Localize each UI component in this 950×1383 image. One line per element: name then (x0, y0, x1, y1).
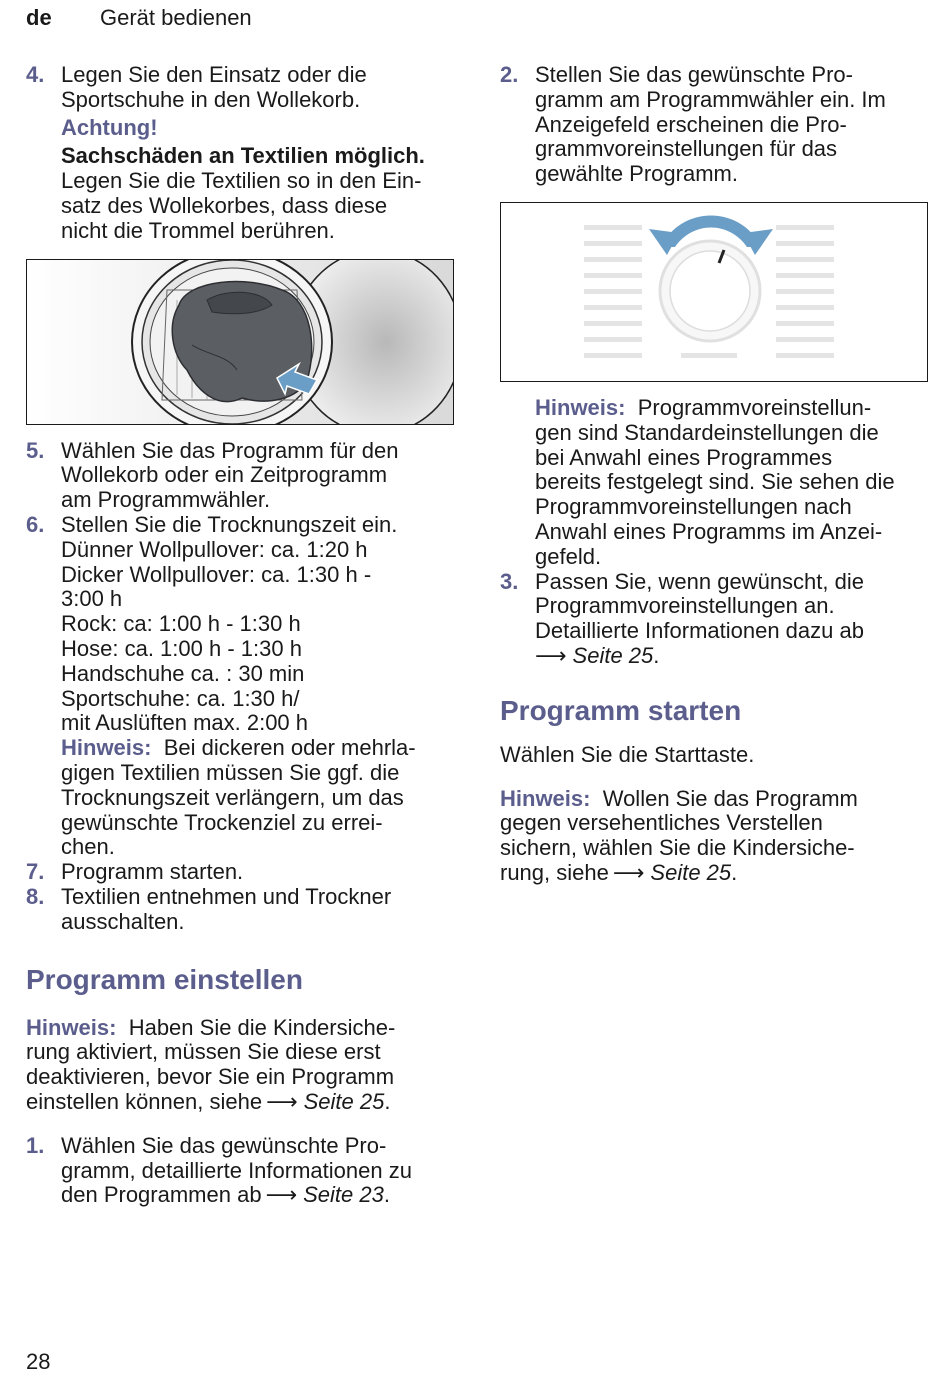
step-number: 6. (26, 511, 45, 537)
note-label: Hinweis: (500, 785, 591, 811)
step-7: 7. Programm starten. (26, 859, 244, 885)
section-heading-programm-einstellen: Programm einstellen (26, 963, 303, 995)
step-1: 1. Wählen Sie das gewünschte Pro- gramm, detaillierte Informationen zu den Programmen ab ⟶ Seite 23. (26, 1132, 412, 1208)
step-2: 2. Stellen Sie das gewünschte Pro- gramm am Programmwähler ein. Im Anzeigefeld erscheinen die Pro- grammvoreinstellungen für das gewählte Programm. (500, 62, 886, 187)
page-reference-link[interactable]: Seite 25 (650, 859, 732, 885)
program-selector-illustration (500, 202, 928, 382)
note-block: Hinweis: Wollen Sie das Programm gegen versehentliches Verstellen sichern, wählen Sie die Kindersiche- rung, siehe ⟶ Seite 25. (500, 785, 858, 885)
step-number: 2. (500, 62, 519, 87)
arrow-right-icon: ⟶ (265, 1182, 298, 1208)
page-reference-link[interactable]: Seite 25 (572, 642, 654, 668)
page-number: 28 (26, 1349, 51, 1374)
step-number: 4. (26, 62, 45, 87)
step-number: 1. (26, 1132, 45, 1158)
note-block: Hinweis: Haben Sie die Kindersiche- rung aktiviert, müssen Sie diese erst deaktivieren, bevor Sie ein Programm einstellen können, siehe ⟶ Seite 25. (26, 1014, 396, 1114)
step-number: 7. (26, 859, 45, 885)
step-number: 3. (500, 568, 519, 594)
note-label: Hinweis: (26, 1014, 117, 1040)
page-reference-link[interactable]: Seite 25 (303, 1088, 385, 1114)
right-column (500, 63, 940, 886)
step-number: 8. (26, 883, 45, 909)
start-instruction: Wählen Sie die Starttaste. (500, 741, 755, 767)
step-4: 4. Legen Sie den Einsatz oder die Sportschuhe in den Wollekorb. Achtung! Sachschäden an Textilien möglich. Legen Sie die Textilien so in den Ein- satz des Wollekorbes, dass diese nicht die Trommel berühren. (26, 63, 466, 244)
warning-block: Achtung! Sachschäden an Textilien möglich. Legen Sie die Textilien so in den Ein- satz des Wollekorbes, dass diese nicht die Trommel berühren. (61, 116, 466, 244)
step-6: 6. Stellen Sie die Trocknungszeit ein. Dünner Wollpullover: ca. 1:20 h Dicker Wollpullover: ca. 1:30 h - 3:00 h Rock: ca: 1:00 h - 1:30 h Hose: ca. 1:00 h - 1:30 h Handschuhe ca. : 30 min Sportschuhe: ca. 1:30 h/ mit Auslüften max. 2:00 h Hinweis: Bei dickeren oder mehrla- gigen Textilien müssen Sie ggf. die Trocknungszeit verlängern, um das gewünschte Trockenziel zu errei- chen. (26, 513, 466, 860)
step-3: 3. Passen Sie, wenn gewünscht, die Programmvoreinstellungen an. Detaillierte Informationen dazu ab ⟶ Seite 25. (500, 568, 864, 668)
page-reference-link[interactable]: Seite 23 (303, 1182, 384, 1208)
note-label: Hinweis: (61, 735, 152, 761)
note-block: Hinweis: Bei dickeren oder mehrla- gigen Textilien müssen Sie ggf. die Trocknungszeit verlängern, um das gewünschte Trockenziel zu errei- chen. (61, 735, 416, 860)
chapter-title: Gerät bedienen (100, 5, 252, 30)
step-5: 5. Wählen Sie das Programm für den Wollekorb oder ein Zeitprogramm am Programmwähler. (26, 437, 399, 513)
language-code: de (26, 5, 52, 30)
step-8: 8. Textilien entnehmen und Trockner ausschalten. (26, 883, 392, 934)
step-number: 5. (26, 437, 45, 463)
warning-label: Achtung! (61, 114, 158, 140)
arrow-right-icon: ⟶ (612, 859, 645, 885)
left-column (26, 63, 466, 1208)
section-heading-programm-starten: Programm starten (500, 694, 742, 726)
note-block: Hinweis: Programmvoreinstellun- gen sind Standardeinstellungen die bei Anwahl eines Programmes bereits festgelegt sind. Sie sehen die Programmvoreinstellungen nach Anwahl eines Programms im Anzei- gefeld. (535, 394, 895, 569)
drum-wool-basket-illustration (26, 259, 454, 425)
arrow-right-icon: ⟶ (266, 1088, 298, 1114)
warning-title: Sachschäden an Textilien möglich. (61, 143, 425, 169)
note-label: Hinweis: (535, 394, 626, 420)
arrow-right-icon: ⟶ (535, 642, 567, 668)
